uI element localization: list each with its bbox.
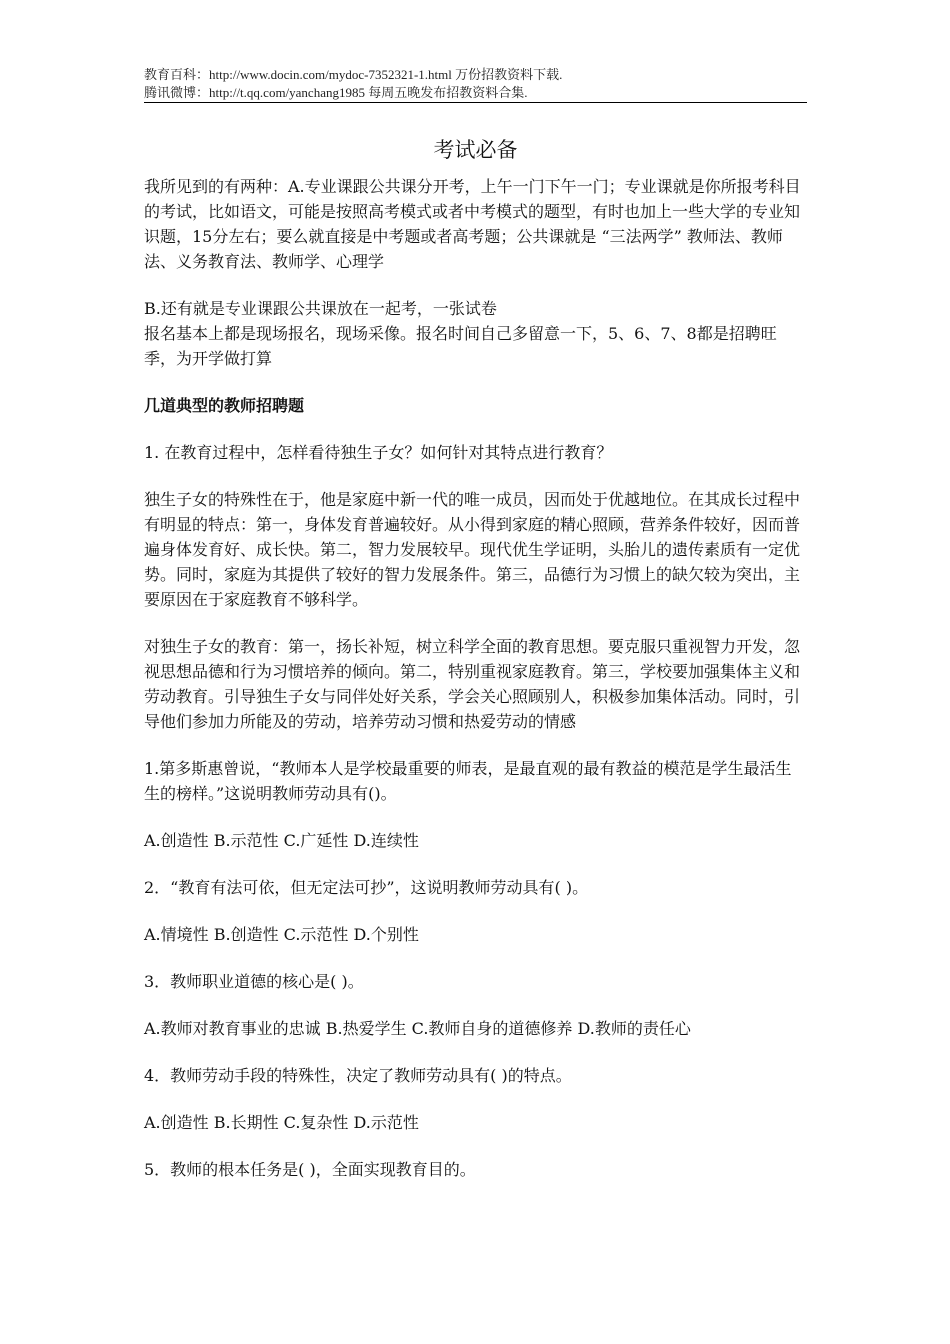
document-body (144, 128, 807, 1182)
mc3-question: 3．教师职业道德的核心是( )。 (144, 972, 364, 991)
header-divider (144, 102, 807, 103)
header-line-weibo: 腾讯微博：http://t.qq.com/yanchang1985 每周五晚发布招教资料合集. (144, 85, 528, 100)
mc1-options: A.创造性 B.示范性 C.广延性 D.连续性 (144, 831, 419, 850)
page-header (144, 66, 807, 102)
header-line-docin: 教育百科：http://www.docin.com/mydoc-7352321-1.html 万份招教资料下载. (144, 67, 563, 82)
intro-paragraph-registration: 报名基本上都是现场报名，现场采像。报名时间自己多留意一下，5、6、7、8都是招聘旺季，为开学做打算 (144, 324, 777, 368)
q1-question: 1. 在教育过程中，怎样看待独生子女？如何针对其特点进行教育？ (144, 443, 613, 462)
mc4-options: A.创造性 B.长期性 C.复杂性 D.示范性 (144, 1113, 419, 1132)
mc2-question: 2．“教育有法可依，但无定法可抄”，这说明教师劳动具有( )。 (144, 878, 589, 897)
mc1-question: 1.第多斯惠曾说，“教师本人是学校最重要的师表，是最直观的最有教益的模范是学生最活生生的榜样。”这说明教师劳动具有()。 (144, 759, 792, 803)
mc5-question: 5．教师的根本任务是( )，全面实现教育目的。 (144, 1160, 476, 1179)
section-heading: 几道典型的教师招聘题 (144, 396, 305, 415)
mc2-options: A.情境性 B.创造性 C.示范性 D.个别性 (144, 925, 419, 944)
q1-answer-education: 对独生子女的教育：第一，扬长补短，树立科学全面的教育思想。要克服只重视智力开发，忽视思想品德和行为习惯培养的倾向。第二，特别重视家庭教育。第三，学校要加强集体主义和劳动教育。引导独生子女与同伴处好关系，学会关心照顾别人，积极参加集体活动。同时，引导他们参加力所能及的劳动，培养劳动习惯和热爱劳动的情感 (144, 637, 801, 731)
mc4-question: 4．教师劳动手段的特殊性，决定了教师劳动具有( )的特点。 (144, 1066, 572, 1085)
intro-paragraph-a: 我所见到的有两种：A.专业课跟公共课分开考，上午一门下午一门；专业课就是你所报考科目的考试，比如语文，可能是按照高考模式或者中考模式的题型，有时也加上一些大学的专业知识题，15分左右；要么就直接是中考题或者高考题；公共课就是 “三法两学” 教师法、教师法、义务教育法、教师学、心理学 (144, 177, 801, 271)
mc3-options: A.教师对教育事业的忠诚 B.热爱学生 C.教师自身的道德修养 D.教师的责任心 (144, 1019, 691, 1038)
intro-paragraph-b: B.还有就是专业课跟公共课放在一起考，一张试卷 (144, 299, 497, 318)
document-title: 考试必备 (433, 138, 518, 162)
q1-answer-characteristics: 独生子女的特殊性在于，他是家庭中新一代的唯一成员，因而处于优越地位。在其成长过程中有明显的特点：第一，身体发育普遍较好。从小得到家庭的精心照顾，营养条件较好，因而普遍身体发育好、成长快。第二，智力发展较早。现代优生学证明，头胎儿的遗传素质有一定优势。同时，家庭为其提供了较好的智力发展条件。第三，品德行为习惯上的缺欠较为突出，主要原因在于家庭教育不够科学。 (144, 490, 801, 609)
